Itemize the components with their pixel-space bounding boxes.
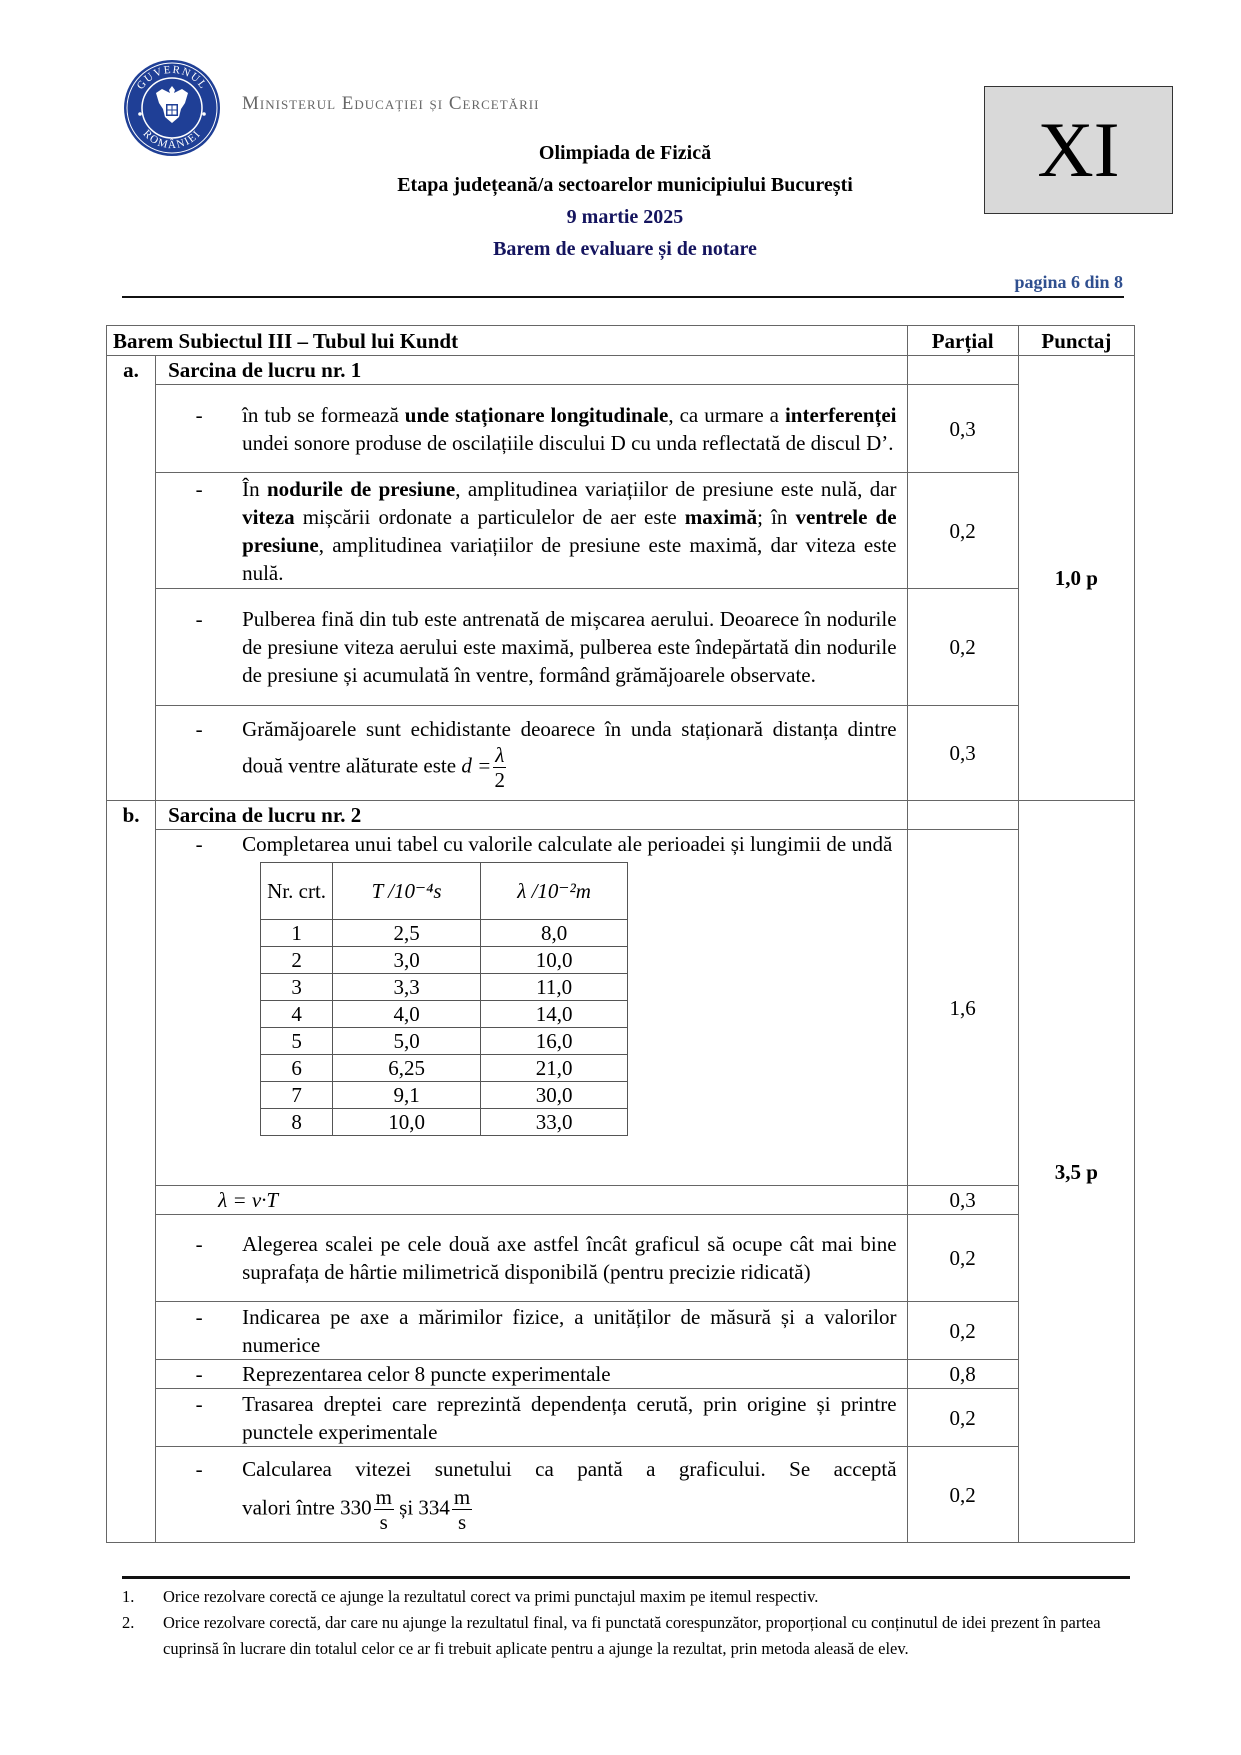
item-text	[242, 1455, 906, 1534]
text-run: și	[393, 1495, 419, 1520]
table-row	[261, 1028, 628, 1055]
col-nr-header: Nr. crt.	[261, 863, 333, 920]
item-text: Indicarea pe axe a mărimilor fizice, a unităților de măsură și a valorilor numerice	[242, 1304, 897, 1357]
cell-wavelength: 33,0	[481, 1109, 628, 1136]
unit-fraction	[374, 1485, 394, 1534]
section-b-header-row	[107, 801, 1135, 830]
fraction	[493, 743, 506, 792]
item-cell	[156, 1215, 907, 1302]
item-cell	[156, 706, 907, 801]
partial-score: 0,2	[907, 1302, 1018, 1360]
unit-denominator: s	[458, 1510, 467, 1534]
bullet-dash: -	[195, 1457, 203, 1481]
cell-nr: 4	[261, 1001, 333, 1028]
cell-period: 5,0	[333, 1028, 481, 1055]
item-cell	[156, 385, 907, 473]
table-row	[107, 589, 1135, 706]
cell-wavelength: 14,0	[481, 1001, 628, 1028]
partial-score: 0,3	[907, 706, 1018, 801]
table-row	[107, 706, 1135, 801]
item-cell	[156, 1360, 907, 1389]
speed-range	[242, 1485, 896, 1534]
cell-nr: 6	[261, 1055, 333, 1082]
table-row	[261, 1109, 628, 1136]
item-text	[242, 401, 906, 457]
partial-score: 0,2	[907, 1215, 1018, 1302]
bullet-dash: -	[195, 1362, 203, 1386]
bold-run: interferenței	[784, 402, 897, 427]
cell-nr: 8	[261, 1109, 333, 1136]
table-row	[107, 1186, 1135, 1215]
bullet-dash: -	[195, 832, 203, 856]
bullet-dash: -	[195, 1391, 203, 1416]
table-row	[107, 1215, 1135, 1302]
partial-score: 0,2	[907, 1447, 1018, 1543]
bold-run: viteza	[242, 504, 295, 529]
section-a-header-row	[107, 356, 1135, 385]
partial-score: 0,2	[907, 1389, 1018, 1447]
fraction-denominator: 2	[494, 767, 506, 792]
footnote	[122, 1610, 1132, 1662]
max-speed: 334	[418, 1495, 450, 1520]
grading-table	[106, 325, 1135, 1543]
cell-period: 10,0	[333, 1109, 481, 1136]
text-run: valori între	[242, 1495, 341, 1520]
table-row	[107, 1389, 1135, 1447]
bold-run: nodurile de presiune	[266, 476, 456, 501]
page-number: pagina 6 din 8	[1014, 272, 1123, 292]
footer-divider	[122, 1576, 1130, 1579]
bold-run: unde staționare longitudinale	[404, 402, 669, 427]
stage-title: Etapa județeană/a sectoarelor municipiului București	[397, 174, 853, 196]
inner-header-row	[261, 863, 628, 920]
header-divider	[122, 296, 1124, 298]
table-row	[107, 1447, 1135, 1543]
cell-nr: 1	[261, 920, 333, 947]
partial-score: 1,6	[907, 830, 1018, 1186]
grade-badge: XI	[984, 86, 1173, 214]
cell-wavelength: 30,0	[481, 1082, 628, 1109]
item-text: Trasarea dreptei care reprezintă dependența cerută, prin origine și printre punctele experimentale	[242, 1391, 897, 1444]
partial-score: 0,2	[907, 589, 1018, 706]
ministry-name: Ministerul Educației și Cercetării	[242, 93, 540, 114]
section-b-partial-empty	[907, 801, 1018, 830]
item-text	[242, 715, 906, 792]
text-run: undei sonore produse de oscilațiile discului D cu unda reflectată de discul D’.	[242, 430, 894, 455]
bold-run: maximă	[684, 504, 758, 529]
cell-period: 3,3	[333, 974, 481, 1001]
partial-header: Parțial	[907, 326, 1018, 356]
exam-date: 9 martie 2025	[566, 206, 684, 228]
bullet-dash: -	[195, 1232, 203, 1256]
item-cell	[156, 1302, 907, 1360]
section-a-task: Sarcina de lucru nr. 1	[156, 356, 907, 385]
table-header-row	[107, 326, 1135, 356]
text-run: , amplitudinea variațiilor de presiune este maximă, dar viteza este nulă.	[242, 532, 897, 585]
document-type: Barem de evaluare și de notare	[493, 238, 757, 260]
table-row	[107, 1360, 1135, 1389]
bullet-dash: -	[195, 716, 203, 741]
cell-wavelength: 16,0	[481, 1028, 628, 1055]
table-row	[261, 1055, 628, 1082]
cell-wavelength: 21,0	[481, 1055, 628, 1082]
table-row	[107, 830, 1135, 1186]
olympiad-title: Olimpiada de Fizică	[538, 142, 712, 164]
col-period-header: T /10⁻⁴s	[333, 863, 481, 920]
text-run: în tub se formează	[242, 402, 405, 427]
text-run: ; în	[757, 504, 796, 529]
government-seal-icon	[123, 59, 221, 157]
partial-score: 0,8	[907, 1360, 1018, 1389]
min-speed: 330	[340, 1495, 372, 1520]
footnote	[122, 1584, 1132, 1610]
total-header: Punctaj	[1018, 326, 1134, 356]
section-a-total: 1,0 p	[1018, 356, 1134, 801]
svg-text:ROMÂNIEI: ROMÂNIEI	[140, 127, 204, 152]
cell-period: 3,0	[333, 947, 481, 974]
item-cell	[156, 1389, 907, 1447]
footnote-text: Orice rezolvare corectă, dar care nu ajunge la rezultatul final, va fi punctată corespunzător, proporțional cu conținutul de idei prezent în partea cuprinsă în lucrare din totalul celor ce ar fi trebuit aplicate pentru a ajunge la rezultat, prin metoda aleasă de elev.	[163, 1613, 1101, 1658]
table-row	[107, 473, 1135, 589]
text-run: , amplitudinea variațiilor de presiune este nulă, dar	[455, 476, 897, 501]
table-row	[261, 1082, 628, 1109]
text-run: , ca urmare a	[668, 402, 785, 427]
cell-period: 4,0	[333, 1001, 481, 1028]
footnote-number: 1.	[122, 1587, 135, 1606]
table-row	[261, 1001, 628, 1028]
fraction-numerator: λ	[495, 742, 505, 767]
item-cell	[156, 473, 907, 589]
table-title: Barem Subiectul III – Tubul lui Kundt	[107, 326, 908, 356]
bold-run: ventrele de presiune	[242, 504, 897, 557]
section-b-total: 3,5 p	[1018, 801, 1134, 1543]
unit-numerator: m	[453, 1485, 471, 1509]
svg-text:GUVERNUL: GUVERNUL	[134, 63, 210, 92]
item-text: Alegerea scalei pe cele două axe astfel încât graficul să ocupe cât mai bine suprafața de hârtie milimetrică disponibilă (pentru precizie ridicată)	[242, 1232, 897, 1284]
cell-period: 2,5	[333, 920, 481, 947]
section-a-partial-empty	[907, 356, 1018, 385]
cell-nr: 3	[261, 974, 333, 1001]
table-row	[107, 385, 1135, 473]
period-wavelength-table	[260, 862, 628, 1136]
table-row	[261, 947, 628, 974]
item-text: Reprezentarea celor 8 puncte experimentale	[242, 1362, 611, 1386]
bullet-dash: -	[195, 476, 203, 501]
item-text	[242, 475, 906, 587]
equation-lhs: d =	[461, 752, 492, 777]
government-logo	[123, 59, 221, 157]
partial-score: 0,3	[907, 385, 1018, 473]
table-row	[261, 974, 628, 1001]
item-text: Pulberea fină din tub este antrenată de mișcarea aerului. Deoarece în nodurile de presiune viteza aerului este maximă, pulberea este îndepărtată din nodurile de presiune și acumulată în ventre, formând grămăjoarele observate.	[242, 607, 897, 687]
item-cell	[156, 1447, 907, 1543]
col-wavelength-header: λ /10⁻²m	[481, 863, 628, 920]
footnote-text: Orice rezolvare corectă ce ajunge la rezultatul corect va primi punctajul maxim pe itemul respectiv.	[163, 1587, 819, 1606]
cell-wavelength: 8,0	[481, 920, 628, 947]
wavelength-formula: λ = v·T	[156, 1186, 907, 1215]
text-run: Calcularea vitezei sunetului ca pantă a graficului. Se acceptă	[242, 1457, 897, 1481]
item-cell	[156, 830, 907, 1186]
section-a-label: a.	[107, 356, 156, 801]
text-run: Grămăjoarele sunt echidistante deoarece în unda staționară distanța dintre două ventre alăturate este	[242, 716, 897, 777]
section-b-label: b.	[107, 801, 156, 1543]
cell-nr: 2	[261, 947, 333, 974]
table-row	[261, 920, 628, 947]
unit-fraction	[452, 1485, 472, 1534]
cell-wavelength: 11,0	[481, 974, 628, 1001]
bullet-dash: -	[195, 1304, 203, 1329]
cell-period: 9,1	[333, 1082, 481, 1109]
unit-denominator: s	[379, 1510, 388, 1534]
partial-score: 0,2	[907, 473, 1018, 589]
text-run: În	[242, 476, 267, 501]
section-b-task: Sarcina de lucru nr. 2	[156, 801, 907, 830]
table-row	[107, 1302, 1135, 1360]
cell-nr: 5	[261, 1028, 333, 1055]
footnotes	[122, 1584, 1132, 1662]
item-cell	[156, 589, 907, 706]
partial-score: 0,3	[907, 1186, 1018, 1215]
footnote-number: 2.	[122, 1613, 135, 1632]
cell-period: 6,25	[333, 1055, 481, 1082]
item-text: Completarea unui tabel cu valorile calculate ale perioadei și lungimii de undă	[242, 832, 893, 856]
text-run: mișcării ordonate a particulelor de aer este	[294, 504, 685, 529]
document-titles	[300, 137, 950, 265]
cell-nr: 7	[261, 1082, 333, 1109]
bullet-dash: -	[195, 607, 203, 631]
bullet-dash: -	[195, 402, 203, 427]
cell-wavelength: 10,0	[481, 947, 628, 974]
unit-numerator: m	[375, 1485, 392, 1509]
